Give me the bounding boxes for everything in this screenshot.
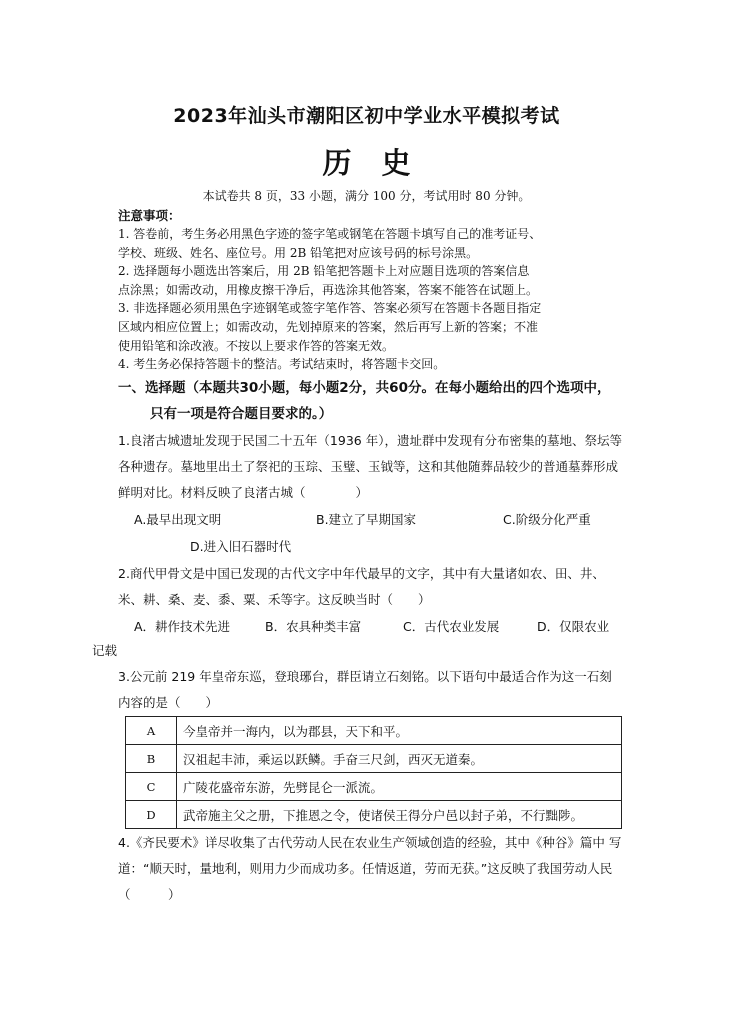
q2-option-a: A．耕作技术先进 [134, 619, 231, 634]
section-heading [118, 375, 630, 427]
option-letter: D [126, 801, 177, 829]
table-row [126, 801, 622, 829]
option-letter: B [126, 745, 177, 773]
q2-option-d: D．仅限农业 [537, 619, 610, 634]
subject-title: 历史 [322, 146, 441, 180]
q2-option-d-continuation: 记载 [92, 643, 118, 658]
notes-list [118, 225, 618, 374]
notes-line: 使用铅笔和涂改液。不按以上要求作答的答案无效。 [118, 338, 395, 353]
question-3-options-table [125, 716, 622, 829]
option-text: 今皇帝并一海内，以为郡县，天下和平。 [177, 717, 622, 745]
notes-heading: 注意事项： [118, 208, 181, 223]
notes-line: 3. 非选择题必须用黑色字迹钢笔或签字笔作答、答案必须写在答题卡各题目指定 [118, 301, 542, 316]
section-heading-line2: 只有一项是符合题目要求的。） [150, 406, 333, 422]
option-text: 汉祖起丰沛，乘运以跃鳞。手奋三尺剑，西灭无道秦。 [177, 745, 622, 773]
section-heading-line1: 一、选择题（本题共30小题，每小题2分，共60分。在每小题给出的四个选项中， [118, 380, 611, 396]
notes-line: 区域内相应位置上；如需改动，先划掉原来的答案，然后再写上新的答案；不准 [118, 319, 539, 334]
notes-line: 1. 答卷前，考生务必用黑色字迹的签字笔或钢笔在答题卡填写自己的准考证号、 [118, 227, 542, 241]
table-row [126, 773, 622, 801]
option-text: 广陵花盛帝东游，先劈昆仑一派流。 [177, 773, 622, 801]
q1-option-b: B.建立了早期国家 [316, 512, 417, 527]
q1-option-d: D.进入旧石器时代 [190, 539, 292, 554]
q1-option-c: C.阶级分化严重 [503, 512, 591, 527]
question-3-stem: 3.公元前 219 年皇帝东巡，登琅琊台，群臣请立石刻铭。以下语句中最适合作为这一石刻内容的是（ ） [118, 669, 612, 710]
exam-info: 本试卷共 8 页，33 小题，满分 100 分，考试用时 80 分钟。 [202, 189, 531, 203]
q1-option-a: A.最早出现文明 [134, 512, 222, 527]
notes-line: 4. 考生务必保持答题卡的整洁。考试结束时，将答题卡交回。 [118, 357, 446, 372]
option-letter: A [126, 717, 177, 745]
exam-title: 2023年汕头市潮阳区初中学业水平模拟考试 [173, 105, 560, 127]
question-1-stem: 1.良渚古城遗址发现于民国二十五年（1936 年），遗址群中发现有分布密集的墓地、祭坛等各种遗存。墓地里出土了祭祀的玉琮、玉璧、玉钺等，这和其他随葬品较少的普通墓葬形成鲜明对比。材料反映了良渚古城（ ） [118, 433, 622, 500]
table-row [126, 717, 622, 745]
option-letter: C [126, 773, 177, 801]
q2-option-b: B．农具种类丰富 [265, 619, 362, 634]
notes-line: 点涂黑；如需改动，用橡皮擦干净后，再选涂其他答案，答案不能答在试题上。 [118, 282, 539, 297]
notes-line: 学校、班级、姓名、座位号。用 2B 铅笔把对应该号码的标号涂黑。 [118, 245, 479, 260]
question-4-stem: 4.《齐民要术》详尽收集了古代劳动人民在农业生产领域创造的经验，其中《种谷》篇中 写道：“顺天时，量地利，则用力少而成功多。任情返道，劳而无获。”这反映了我国劳动人民 （ ） [118, 835, 622, 902]
table-row [126, 745, 622, 773]
option-text: 武帝施主父之册，下推恩之令，使诸侯王得分户邑以封子弟，不行黜陟。 [177, 801, 622, 829]
q2-option-c: C．古代农业发展 [403, 619, 500, 634]
notes-line: 2. 选择题每小题选出答案后，用 2B 铅笔把答题卡上对应题目选项的答案信息 [118, 264, 530, 279]
question-2-stem: 2.商代甲骨文是中国已发现的古代文字中年代最早的文字，其中有大量诸如农、田、井、米、耕、桑、麦、黍、粟、禾等字。这反映当时（ ） [118, 566, 605, 607]
